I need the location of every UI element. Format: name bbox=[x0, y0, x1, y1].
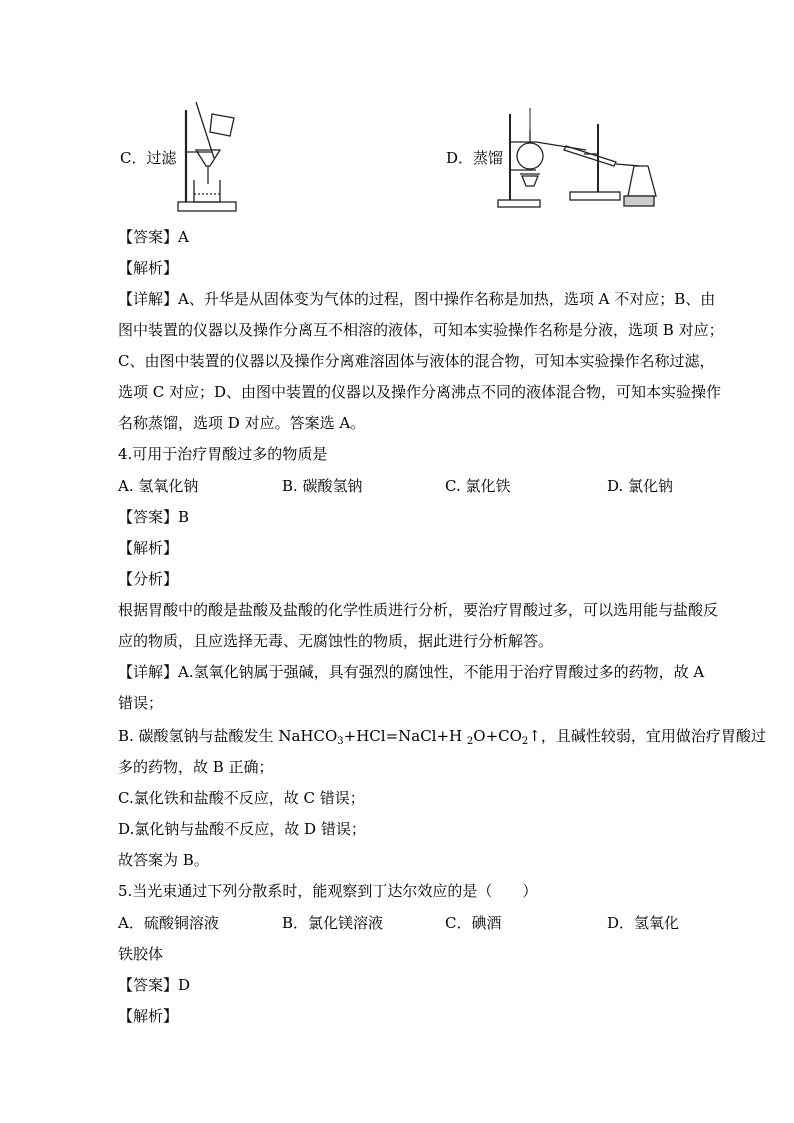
q4-detail-line: 【详解】A.氢氧化钠属于强碱，具有强烈的腐蚀性，不能用于治疗胃酸过多的药物，故 A bbox=[118, 663, 705, 681]
q4-options bbox=[118, 476, 678, 496]
subscript: 3 bbox=[337, 736, 344, 747]
figure-row bbox=[118, 100, 678, 215]
distillation-apparatus-icon bbox=[496, 104, 672, 210]
q4-option-c-explanation: C.氯化铁和盐酸不反应，故 C 错误； bbox=[118, 789, 365, 807]
q4-conclusion: 故答案为 B。 bbox=[118, 851, 209, 869]
figure-c-label: C．过滤 bbox=[120, 149, 177, 167]
q4-option-b-explanation bbox=[118, 726, 766, 747]
q4-stem: 4.可用于治疗胃酸过多的物质是 bbox=[118, 445, 328, 463]
q3-answer: 【答案】A bbox=[118, 228, 189, 246]
equation-part: B. 碳酸氢钠与盐酸发生 NaHCO bbox=[118, 727, 338, 745]
q5-option-d-cont: 铁胶体 bbox=[118, 945, 164, 963]
q4-fenxi-heading: 【分析】 bbox=[118, 570, 179, 588]
q4-answer: 【答案】B bbox=[118, 508, 190, 526]
q3-analysis-heading: 【解析】 bbox=[118, 259, 179, 277]
filtration-apparatus-icon bbox=[176, 100, 238, 215]
q4-option-b-explanation-cont: 多的药物，故 B 正确； bbox=[118, 758, 274, 776]
q4-fenxi-line: 根据胃酸中的酸是盐酸及盐酸的化学性质进行分析，要治疗胃酸过多，可以选用能与盐酸反 bbox=[118, 601, 719, 619]
q5-analysis-heading: 【解析】 bbox=[118, 1007, 179, 1025]
q4-fenxi-line: 应的物质，且应选择无毒、无腐蚀性的物质，据此进行分析解答。 bbox=[118, 632, 554, 650]
q4-option-b: B. 碳酸氢钠 bbox=[282, 477, 363, 495]
q5-stem: 5.当光束通过下列分散系时，能观察到丁达尔效应的是（ ） bbox=[118, 882, 538, 900]
q4-detail-line: 错误； bbox=[118, 694, 164, 712]
equation-part: ↑，且碱性较弱，宜用做治疗胃酸过 bbox=[528, 727, 766, 745]
q4-option-a: A. 氢氧化钠 bbox=[118, 477, 199, 495]
subscript: 2 bbox=[521, 736, 529, 747]
q5-option-d: D．氢氧化 bbox=[607, 914, 680, 932]
q3-detail-line: C、由图中装置的仪器以及操作分离难溶固体与液体的混合物，可知本实验操作名称过滤， bbox=[118, 352, 715, 370]
q4-analysis-heading: 【解析】 bbox=[118, 539, 179, 557]
subscript: 2 bbox=[466, 736, 474, 747]
figure-d-label: D．蒸馏 bbox=[446, 149, 504, 167]
q5-option-c: C．碘酒 bbox=[445, 914, 502, 932]
q5-option-a: A．硫酸铜溶液 bbox=[118, 914, 219, 932]
q3-detail-line: 【详解】A、升华是从固体变为气体的过程，图中操作名称是加热，选项 A 不对应；B、由 bbox=[118, 290, 716, 308]
q3-detail-line: 名称蒸馏，选项 D 对应。答案选 A。 bbox=[118, 414, 366, 432]
q5-answer: 【答案】D bbox=[118, 976, 191, 994]
q5-option-b: B．氯化镁溶液 bbox=[282, 914, 384, 932]
q4-option-d-explanation: D.氯化钠与盐酸不反应，故 D 错误； bbox=[118, 820, 366, 838]
q3-detail-line: 图中装置的仪器以及操作分离互不相溶的液体，可知本实验操作名称是分液，选项 B 对应； bbox=[118, 321, 724, 339]
equation-part: +HCl=NaCl+H bbox=[343, 727, 467, 745]
q4-option-d: D. 氯化钠 bbox=[607, 477, 674, 495]
q5-options bbox=[118, 913, 678, 933]
q4-option-c: C. 氯化铁 bbox=[445, 477, 511, 495]
q3-detail-line: 选项 C 对应；D、由图中装置的仪器以及操作分离沸点不同的液体混合物，可知本实验操作 bbox=[118, 383, 722, 401]
equation-part: O+CO bbox=[473, 727, 522, 745]
